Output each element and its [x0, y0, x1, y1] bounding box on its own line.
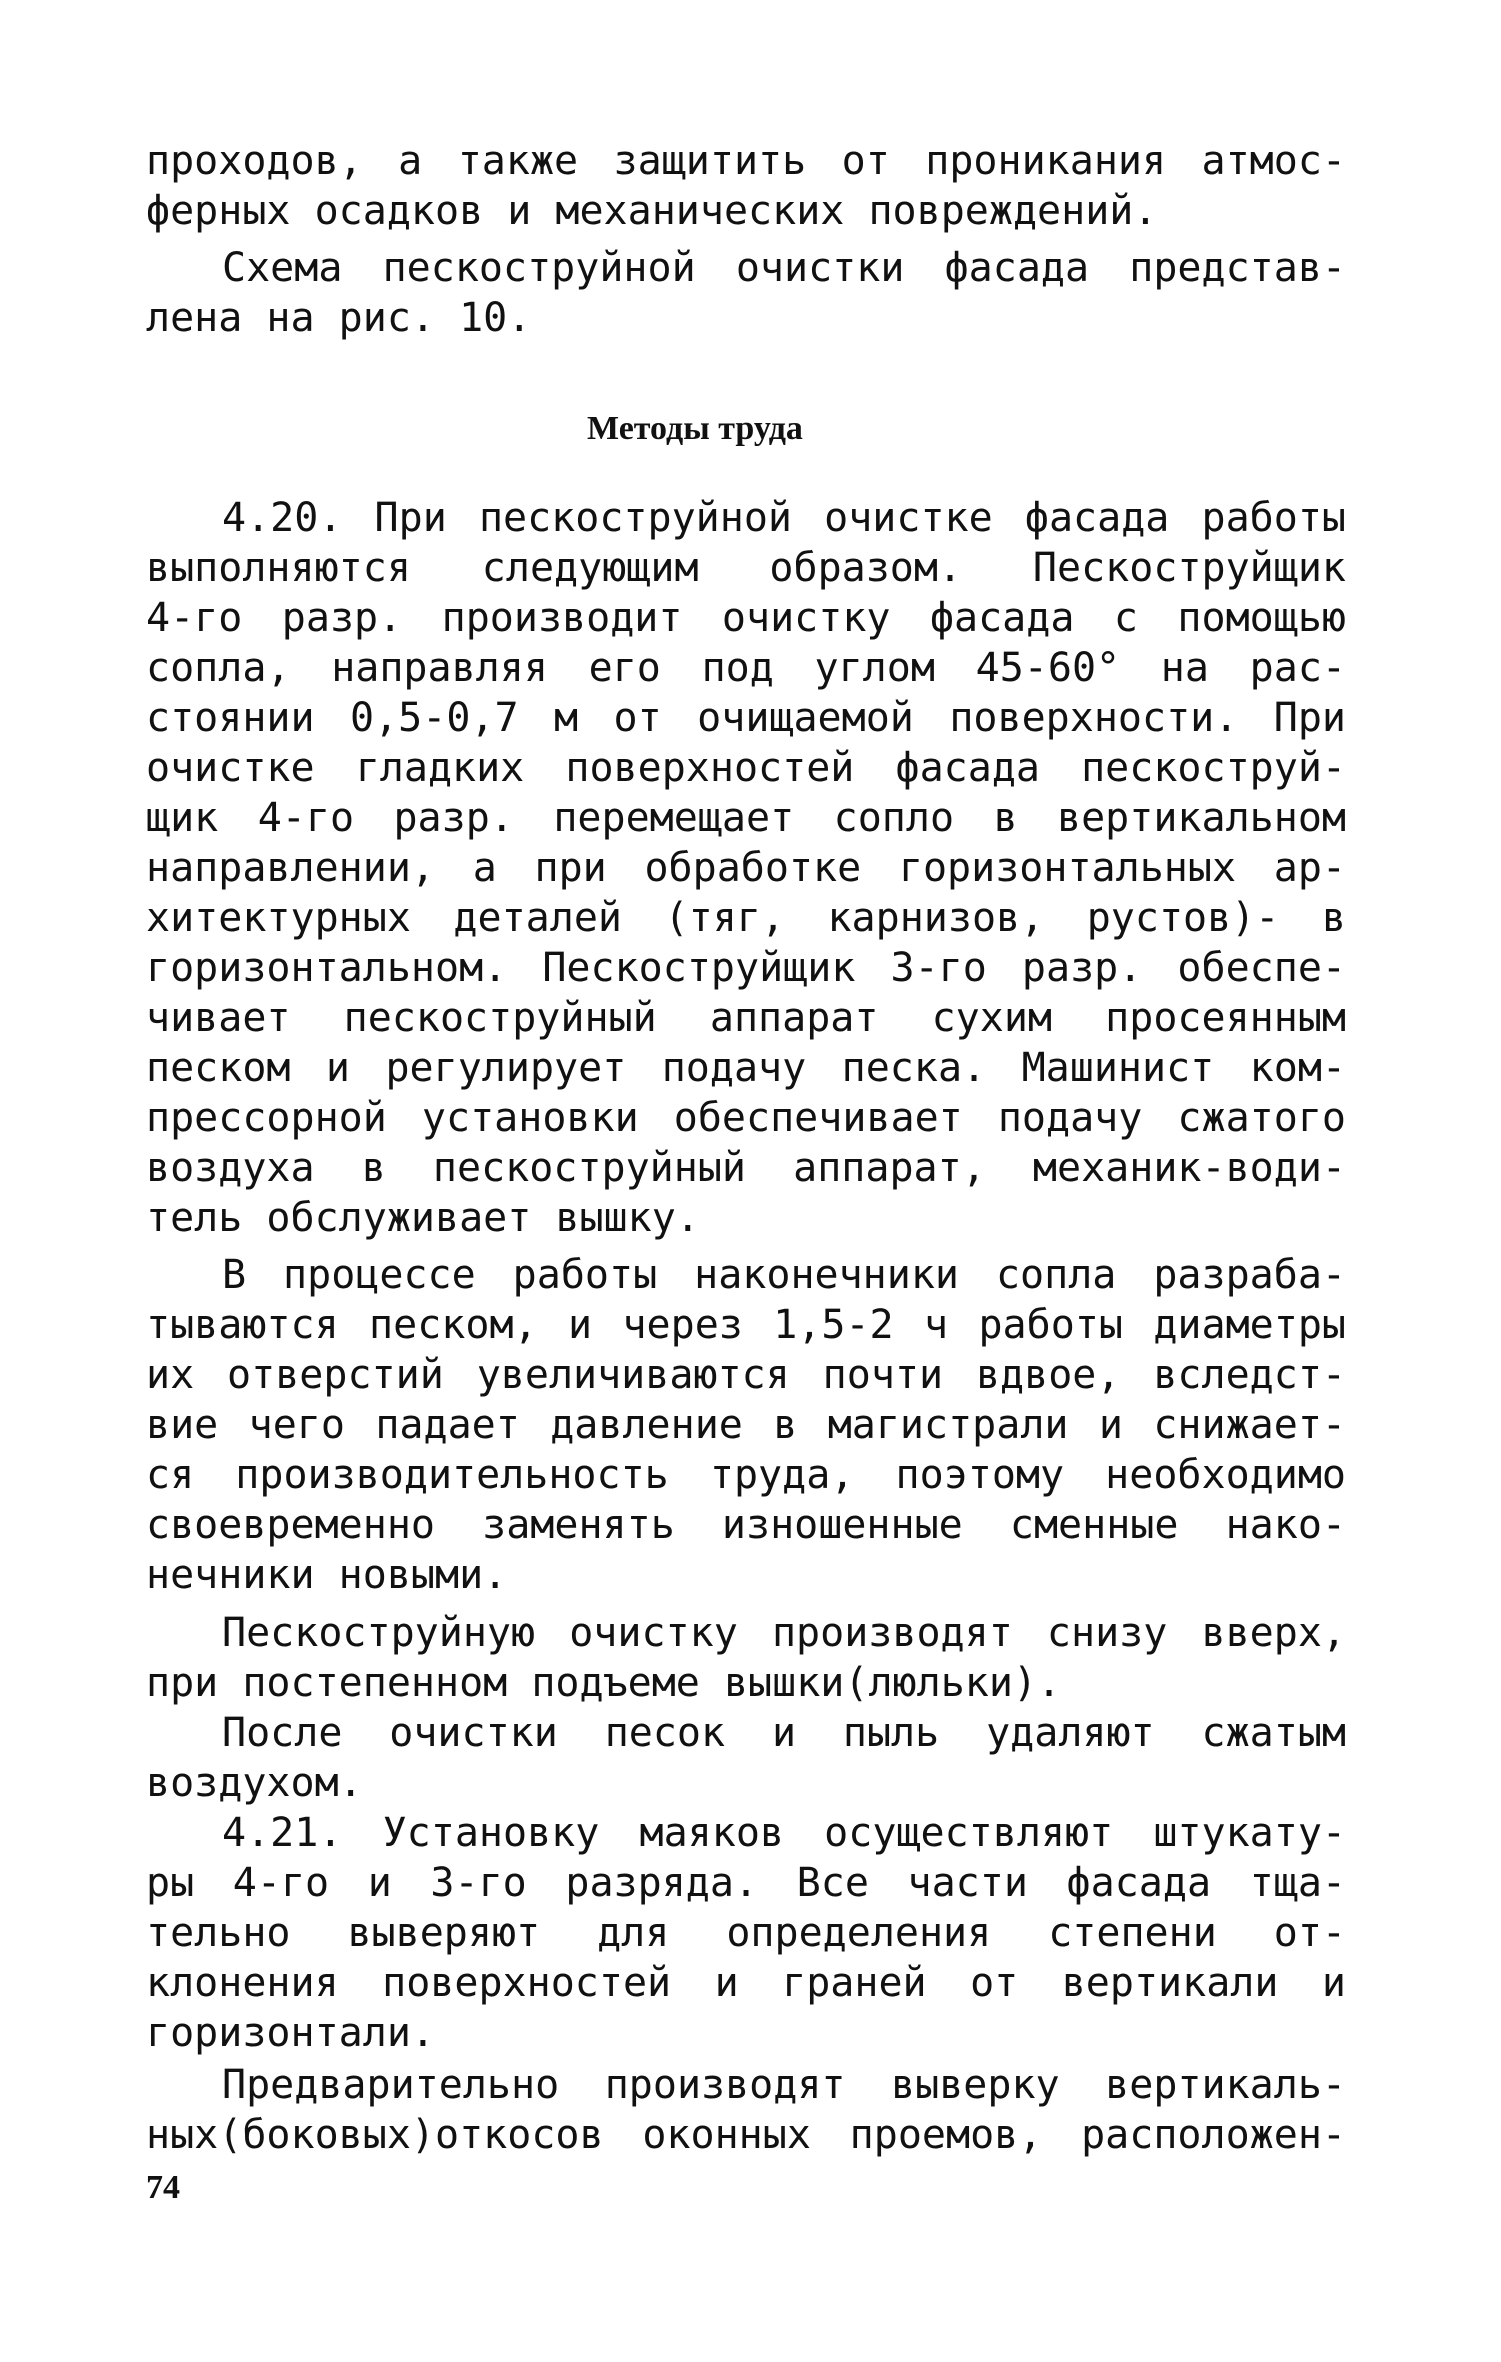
page-number: 74 — [146, 2169, 180, 2206]
text-line: 4-го разр. производит очистку фасада с помощью — [146, 595, 1346, 641]
text-line: проходов, а также защитить от проникания атмос- — [146, 138, 1346, 184]
text-line: воздуха в пескоструйный аппарат, механик-води- — [146, 1145, 1346, 1191]
text-line: вие чего падает давление в магистрали и снижает- — [146, 1402, 1346, 1448]
text-line: щик 4-го разр. перемещает сопло в вертикальном — [146, 795, 1346, 841]
text-line: ры 4-го и 3-го разряда. Все части фасада тща- — [146, 1860, 1346, 1906]
text-line: своевременно заменять изношенные сменные нако- — [146, 1502, 1346, 1548]
text-line: После очистки песок и пыль удаляют сжатым — [222, 1710, 1346, 1756]
text-line: тельно выверяют для определения степени от- — [146, 1910, 1346, 1956]
text-line: ферных осадков и механических повреждений. — [146, 188, 1158, 234]
text-line: при постепенном подъеме вышки(люльки). — [146, 1660, 1062, 1706]
text-line: выполняются следующим образом. Пескоструйщик — [146, 545, 1346, 591]
text-line: стоянии 0,5-0,7 м от очищаемой поверхности. При — [146, 695, 1346, 741]
text-line: тываются песком, и через 1,5-2 ч работы диаметры — [146, 1302, 1346, 1348]
text-line: Предварительно производят выверку вертикаль- — [222, 2062, 1346, 2108]
text-line: ся производительность труда, поэтому необходимо — [146, 1452, 1346, 1498]
text-line: Схема пескоструйной очистки фасада представ- — [222, 245, 1346, 291]
text-line: нечники новыми. — [146, 1552, 508, 1598]
text-line: тель обслуживает вышку. — [146, 1195, 700, 1241]
text-line: горизонтали. — [146, 2010, 435, 2056]
text-line: В процессе работы наконечники сопла разраба- — [222, 1252, 1346, 1298]
text-line: ных(боковых)откосов оконных проемов, расположен- — [146, 2112, 1346, 2158]
text-line: воздухом. — [146, 1760, 363, 1806]
text-line: клонения поверхностей и граней от вертикали и — [146, 1960, 1346, 2006]
text-line: направлении, а при обработке горизонтальных ар- — [146, 845, 1346, 891]
text-line: 4.21. Установку маяков осуществляют штукату- — [222, 1810, 1346, 1856]
text-line: лена на рис. 10. — [146, 295, 532, 341]
text-line: прессорной установки обеспечивает подачу сжатого — [146, 1095, 1346, 1141]
text-line: 4.20. При пескоструйной очистке фасада работы — [222, 495, 1346, 541]
text-line: хитектурных деталей (тяг, карнизов, рустов)- в — [146, 895, 1346, 941]
text-line: сопла, направляя его под углом 45-60° на рас- — [146, 645, 1346, 691]
text-line: горизонтальном. Пескоструйщик 3-го разр. обеспе- — [146, 945, 1346, 991]
text-line: песком и регулирует подачу песка. Машинист ком- — [146, 1045, 1346, 1091]
section-heading: Методы труда — [587, 410, 803, 447]
text-line: их отверстий увеличиваются почти вдвое, вследст- — [146, 1352, 1346, 1398]
text-line: чивает пескоструйный аппарат сухим просеянным — [146, 995, 1346, 1041]
text-line: Пескоструйную очистку производят снизу вверх, — [222, 1610, 1346, 1656]
text-line: очистке гладких поверхностей фасада пескоструй- — [146, 745, 1346, 791]
